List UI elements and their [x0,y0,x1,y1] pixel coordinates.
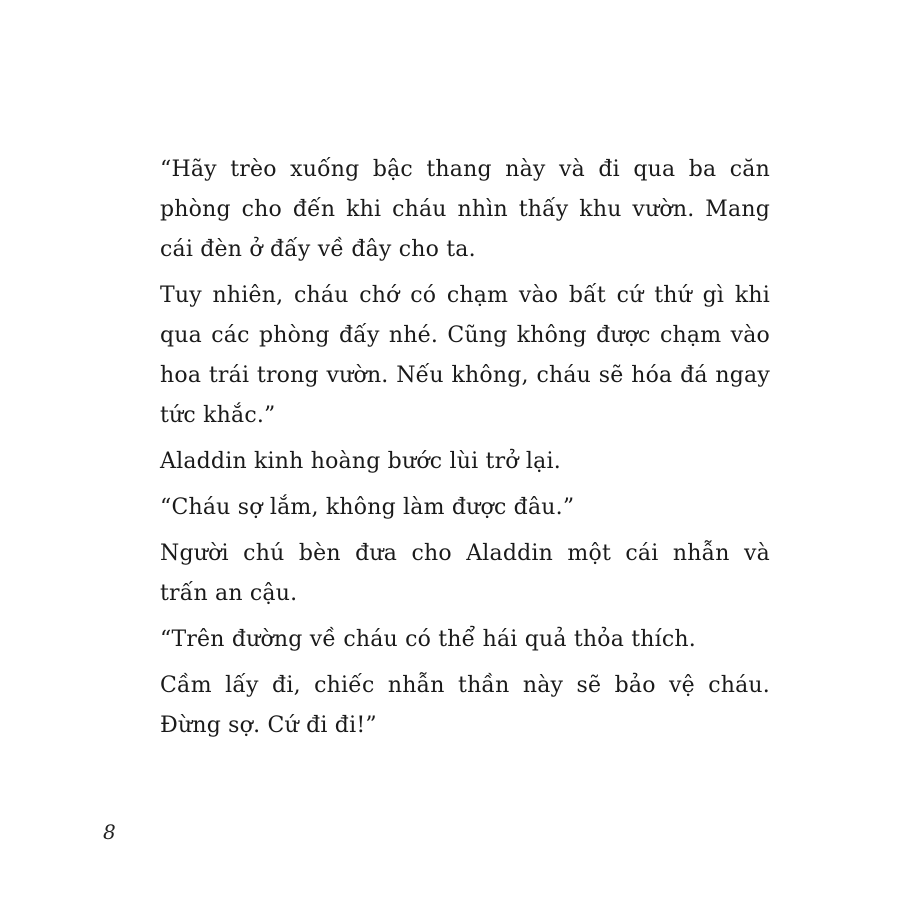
paragraph-1 [160,150,770,270]
text-line: phòng cho đến khi cháu nhìn thấy khu vườn. Mang [160,197,770,222]
text-line: “Hãy trèo xuống bậc thang này và đi qua ba căn [160,157,770,182]
paragraph-6 [160,620,770,660]
text-line: hoa trái trong vườn. Nếu không, cháu sẽ hóa đá ngay [160,363,770,388]
text-line: tức khắc.” [160,403,276,428]
text-line: Đừng sợ. Cứ đi đi!” [160,713,377,738]
text-line: qua các phòng đấy nhé. Cũng không được chạm vào [160,323,770,348]
text-line: cái đèn ở đấy về đây cho ta. [160,237,476,262]
text-line: Tuy nhiên, cháu chớ có chạm vào bất cứ thứ gì khi [160,283,770,308]
paragraph-2 [160,276,770,436]
story-text [160,150,770,746]
paragraph-7 [160,666,770,746]
text-line: “Cháu sợ lắm, không làm được đâu.” [160,495,575,520]
page-number: 8 [103,820,116,844]
text-line: “Trên đường về cháu có thể hái quả thỏa thích. [160,627,696,652]
paragraph-4 [160,488,770,528]
text-line: Aladdin kinh hoàng bước lùi trở lại. [160,449,561,474]
text-line: Người chú bèn đưa cho Aladdin một cái nhẫn và [160,541,770,566]
paragraph-3 [160,442,770,482]
text-line: Cầm lấy đi, chiếc nhẫn thần này sẽ bảo vệ cháu. [160,673,770,698]
paragraph-5 [160,534,770,614]
text-line: trấn an cậu. [160,581,298,606]
